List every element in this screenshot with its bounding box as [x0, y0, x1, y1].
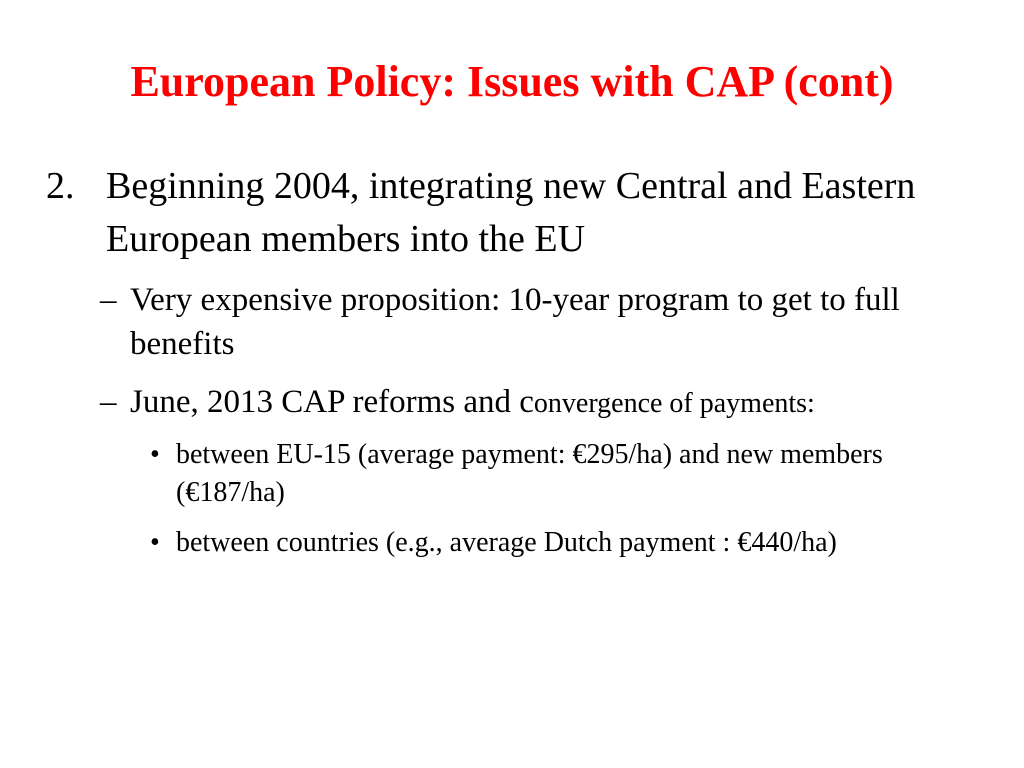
dash-marker: – [100, 384, 117, 420]
subpoint-cost [100, 278, 1000, 366]
bullet-marker: • [150, 439, 160, 470]
point-text: Beginning 2004, integrating new Central and Eastern European members into the EU [106, 165, 916, 260]
bullet-marker: • [150, 527, 160, 558]
point-number: 2. [46, 165, 75, 207]
subpoint-text-small: onvergence of payments: [533, 388, 815, 419]
subpoint-text [130, 380, 1000, 426]
bullet-text: between countries (e.g., average Dutch payment : €440/ha) [176, 527, 837, 558]
subpoint-reforms [100, 380, 1000, 426]
slide-title: European Policy: Issues with CAP (cont) [130, 57, 894, 106]
subpoint-text-main: June, 2013 CAP reforms and c [130, 384, 534, 420]
bullet-eu15 [150, 436, 990, 512]
dash-marker: – [100, 282, 117, 318]
subpoint-text: Very expensive proposition: 10-year program to get to full benefits [130, 282, 900, 362]
bullet-countries [150, 524, 990, 562]
main-point [46, 160, 986, 266]
bullet-text: between EU-15 (average payment: €295/ha) and new members (€187/ha) [176, 439, 883, 508]
